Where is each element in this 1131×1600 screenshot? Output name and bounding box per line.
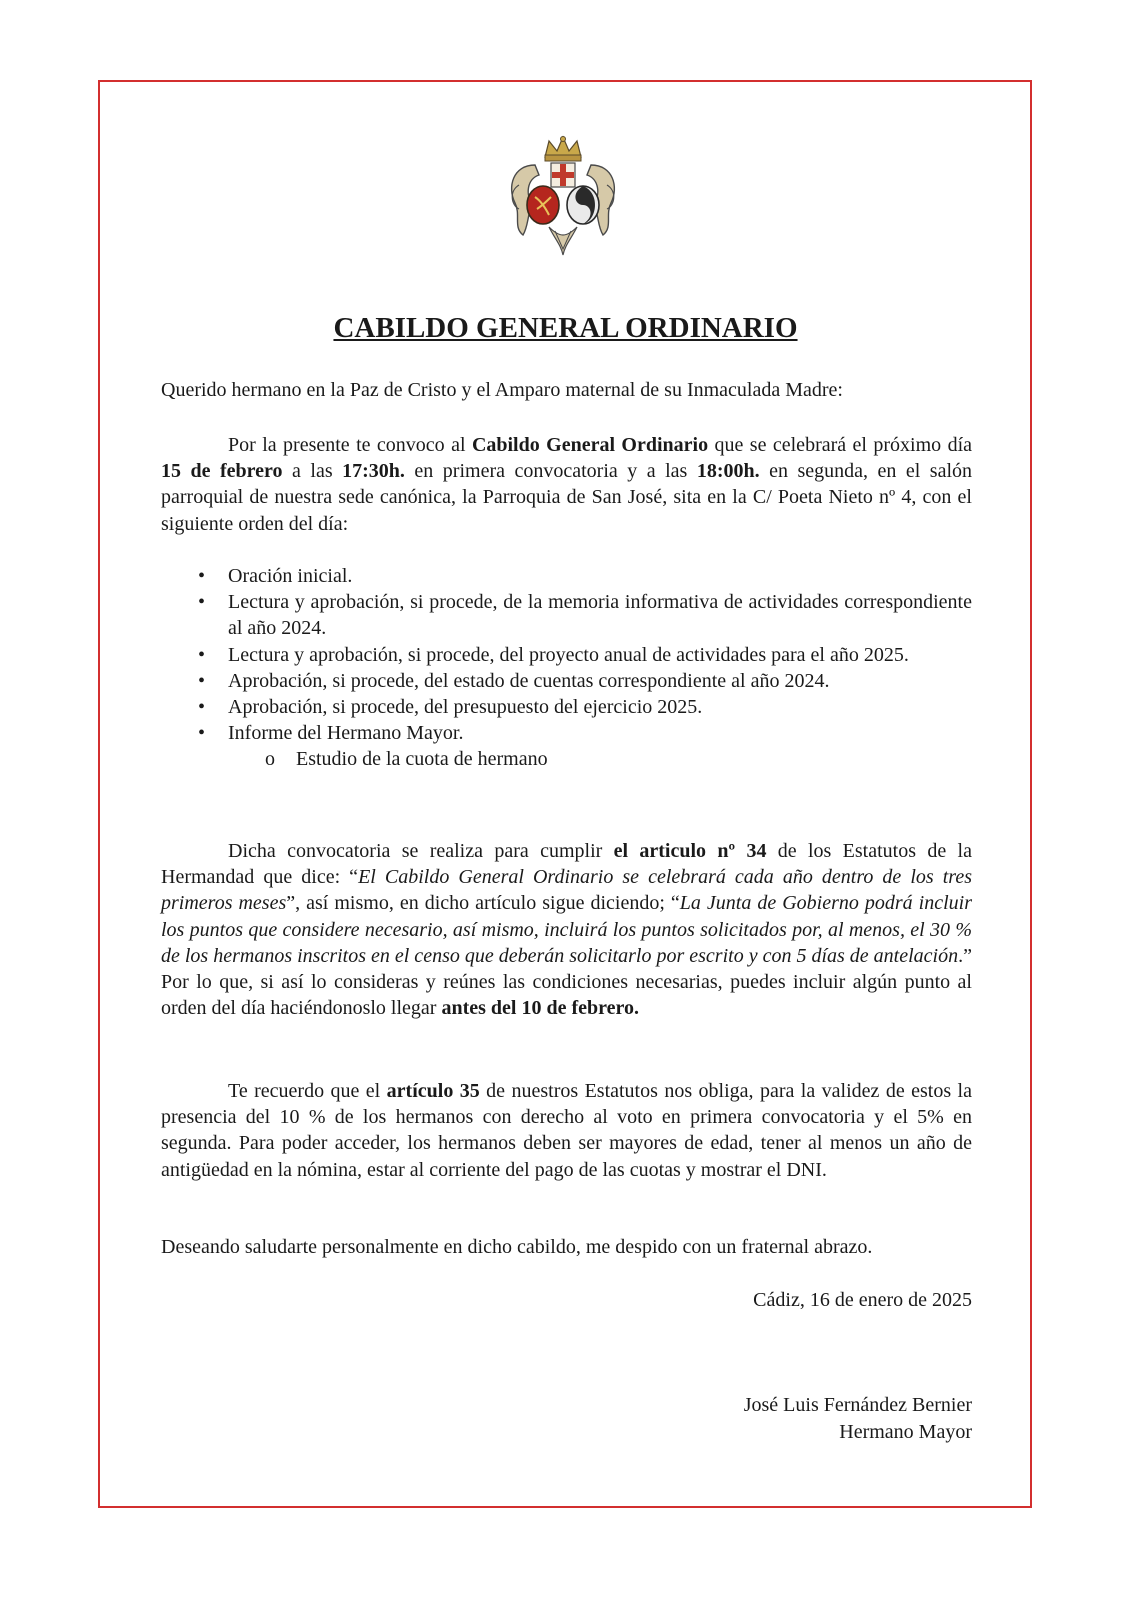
bold-run: 15 de febrero <box>161 460 283 483</box>
agenda-item <box>161 642 972 668</box>
text-run: de los Estatutos de la Hermandad que dice: “ <box>161 840 972 889</box>
signer-role: Hermano Mayor <box>839 1421 972 1443</box>
bullet-icon: • <box>198 722 206 745</box>
paragraph-convocation <box>161 432 972 537</box>
text-run: Dicha convocatoria se realiza para cumplir <box>228 840 614 862</box>
bullet-icon: • <box>198 565 206 587</box>
bold-run: el articulo nº 34 <box>613 840 767 862</box>
text-run: a las <box>282 460 343 483</box>
agenda-item-text: Informe del Hermano Mayor. <box>228 722 464 745</box>
text-run: Por la presente te convoco al <box>228 434 472 456</box>
agenda-item <box>161 720 972 746</box>
text-run: que se celebrará el próximo día <box>708 434 973 456</box>
text-run: de nuestros Estatutos nos obliga, para la validez de estos la presencia del 10 % de los hermanos con derecho al voto en primera convocatoria y el 5% en segunda. Para poder acceder, los hermanos deben ser mayores de edad, tener al menos un año de antigüedad en la nómina, estar al corriente del pago de las cuotas y mostrar el DNI. <box>161 1080 972 1181</box>
italic-run: El Cabildo General Ordinario se celebrará cada año dentro de los tres primeros meses <box>161 866 972 915</box>
document-title: CABILDO GENERAL ORDINARIO <box>333 312 798 344</box>
paragraph-statutes-35 <box>161 1078 972 1183</box>
bold-run: antes del 10 de febrero. <box>441 997 640 1020</box>
bold-run: 18:00h. <box>696 460 760 483</box>
agenda-item <box>161 668 972 694</box>
bold-run: Cabildo General Ordinario <box>471 434 709 456</box>
text-run: ”, así mismo, en dicho artículo sigue diciendo; “ <box>286 892 680 915</box>
agenda-item <box>161 563 972 589</box>
closing-paragraph: Deseando saludarte personalmente en dicho cabildo, me despido con un fraternal abrazo. <box>161 1236 873 1258</box>
text-run: Te recuerdo que el <box>228 1080 387 1102</box>
agenda-subitem <box>161 746 972 772</box>
paragraph-statutes-34 <box>161 838 972 1021</box>
agenda-item-text: Lectura y aprobación, si procede, de la memoria informativa de actividades correspondiente al año 2024. <box>228 591 972 640</box>
greeting: Querido hermano en la Paz de Cristo y el Amparo maternal de su Inmaculada Madre: <box>161 379 843 401</box>
agenda-item-text: Lectura y aprobación, si procede, del proyecto anual de actividades para el año 2025. <box>228 643 909 666</box>
bullet-icon: • <box>198 643 206 666</box>
italic-run: La Junta de Gobierno podrá incluir los puntos que considere necesario, así mismo, incluirá los puntos solicitados por, al menos, el 30 % de los hermanos inscritos en el censo que deberán solicitarlo por escrito y con 5 días de antelación <box>161 892 972 967</box>
agenda-item <box>161 589 972 641</box>
text-run: en primera convocatoria y a las <box>404 460 697 483</box>
bold-run: artículo 35 <box>386 1080 480 1102</box>
agenda-item <box>161 694 972 720</box>
agenda-item-text: Oración inicial. <box>228 565 353 587</box>
bold-run: 17:30h. <box>342 460 405 483</box>
bullet-icon: • <box>198 669 206 692</box>
bullet-icon: • <box>198 591 206 614</box>
text-run: en segunda, en el salón parroquial de nuestra sede canónica, la Parroquia de San José, sita en la C/ Poeta Nieto nº 4, con el siguiente orden del día: <box>161 460 973 535</box>
agenda-subitem-text: Estudio de la cuota de hermano <box>296 748 548 771</box>
signer-name: José Luis Fernández Bernier <box>743 1394 972 1416</box>
signature-block <box>744 1392 972 1446</box>
agenda-item-text: Aprobación, si procede, del estado de cuentas correspondiente al año 2024. <box>228 669 830 692</box>
sub-bullet-icon: o <box>265 748 275 771</box>
document-date: Cádiz, 16 de enero de 2025 <box>753 1289 972 1311</box>
brotherhood-crest-icon <box>505 135 621 257</box>
bullet-icon: • <box>198 696 206 719</box>
agenda-list <box>161 563 972 773</box>
agenda-item-text: Aprobación, si procede, del presupuesto del ejercicio 2025. <box>228 696 703 719</box>
text-run: .” Por lo que, si así lo consideras y reúnes las condiciones necesarias, puedes incluir algún punto al orden del día haciéndonoslo llegar <box>161 944 972 1020</box>
